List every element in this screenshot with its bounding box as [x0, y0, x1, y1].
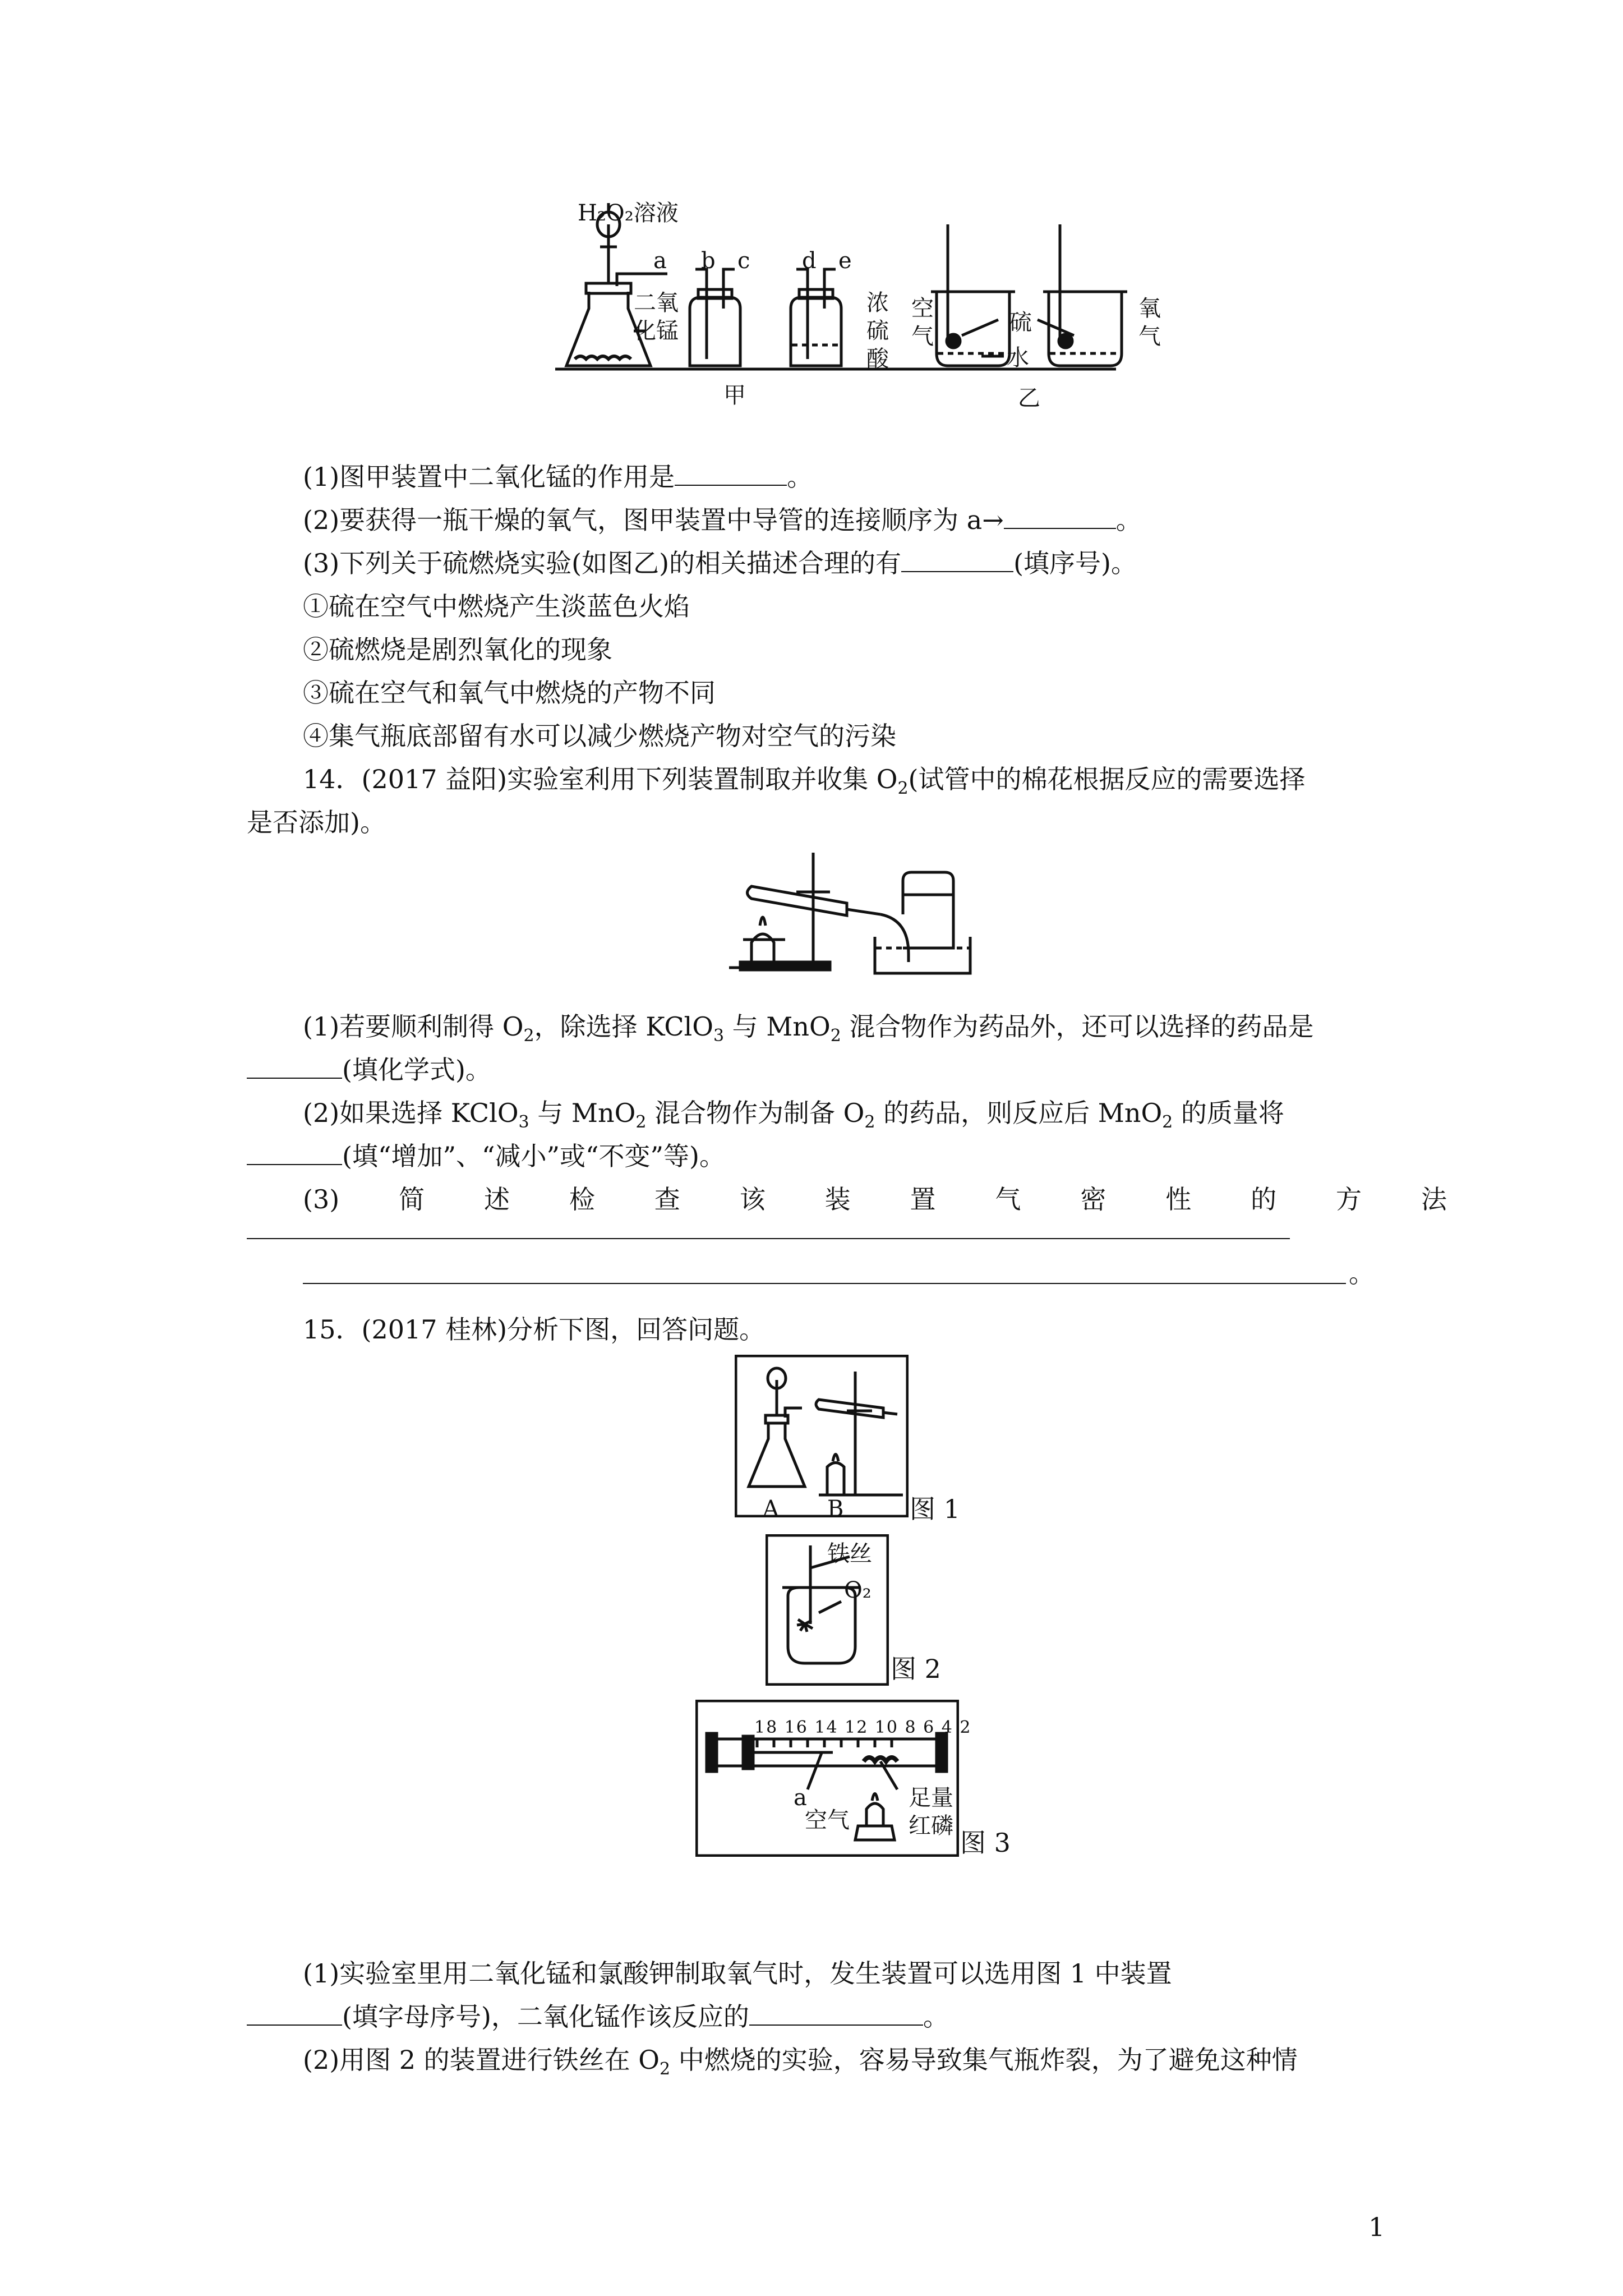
h2o2-label: H₂O₂溶液: [578, 200, 679, 226]
air-label-2: 气: [911, 324, 934, 349]
q15-part-1: (1)实验室里用二氧化锰和氯酸钾制取氧气时，发生装置可以选用图 1 中装置: [303, 1958, 1172, 1989]
fig3-a-label: a: [794, 1785, 807, 1811]
q13-option-1: ①硫在空气中燃烧产生淡蓝色火焰: [303, 591, 690, 622]
q13-part-1: (1)图甲装置中二氧化锰的作用是 。: [303, 462, 813, 492]
q14-part-3: (3) 简 述 检 查 该 装 置 气 密 性 的 方 法: [303, 1184, 1447, 1214]
answer-line[interactable]: [247, 1237, 1290, 1239]
answer-blank[interactable]: [901, 547, 1013, 572]
q14-part-1: (1)若要顺利制得 $O_2$，除选择 KClO$_3$ 与 MnO$_2$ 混合物作为药品外，还可以选择的药品是: [303, 1011, 1314, 1046]
q14-part-2: (2)如果选择 KClO$_3$ 与 MnO$_2$ 混合物作为制备 $O_2$ 的药品，则反应后 MnO$_2$ 的质量将: [303, 1098, 1284, 1132]
answer-blank[interactable]: [247, 1140, 342, 1165]
oxygen-label-1: 氧: [1138, 296, 1161, 321]
fig3-caption: 图 3: [960, 1828, 1011, 1858]
group-jia-label: 甲: [723, 383, 746, 408]
water-label: 水: [1007, 345, 1029, 371]
q15-stem: 15．(2017 桂林)分析下图，回答问题。: [303, 1314, 766, 1345]
group-yi-label: 乙: [1018, 385, 1040, 411]
page-number: 1: [1368, 2212, 1385, 2242]
acid-label-1: 浓: [866, 290, 889, 316]
sulfur-label: 硫: [1009, 310, 1032, 335]
fig3-scale: 18 16 14 12 10 8 6 4 2: [754, 1718, 972, 1737]
fig2-wire-label: 铁丝: [827, 1541, 872, 1567]
figure-14-apparatus: [729, 841, 976, 976]
fig1-caption: 图 1: [910, 1494, 960, 1524]
answer-line[interactable]: [303, 1282, 1346, 1284]
q15-part-1-cont: (填字母序号)，二氧化锰作该反应的 。: [247, 2000, 949, 2033]
fig3-air-label: 空气: [805, 1807, 850, 1833]
fig3-p-label-2: 红磷: [909, 1813, 953, 1839]
answer-blank[interactable]: [675, 461, 787, 486]
port-e-label: e: [838, 248, 852, 274]
mno2-label-1: 二氧: [634, 290, 679, 316]
port-b-label: b: [701, 248, 716, 274]
q15-part-2: (2)用图 2 的装置进行铁丝在 $O_2$ 中燃烧的实验，容易导致集气瓶炸裂，为了避免这种情: [303, 2045, 1298, 2079]
q13-part-3: (3)下列关于硫燃烧实验(如图乙)的相关描述合理的有 (填序号)。: [303, 548, 1137, 578]
q14-stem: 14．(2017 益阳)实验室利用下列装置制取并收集 $O_2$(试管中的棉花根据反应的需要选择: [303, 764, 1306, 798]
answer-blank[interactable]: [1004, 504, 1116, 529]
answer-blank[interactable]: [749, 2001, 923, 2026]
acid-label-3: 酸: [866, 346, 889, 372]
q13-option-3: ③硫在空气和氧气中燃烧的产物不同: [303, 678, 716, 708]
answer-blank[interactable]: [247, 2001, 342, 2026]
fig1-label-a: A: [763, 1496, 779, 1522]
port-d-label: d: [802, 248, 817, 274]
fig3-p-label-1: 足量: [909, 1785, 953, 1811]
fig2-o2-label: O₂: [844, 1577, 872, 1603]
oxygen-label-2: 气: [1138, 324, 1161, 349]
mno2-label-2: 化锰: [634, 318, 679, 344]
acid-label-2: 硫: [866, 318, 889, 344]
fig1-label-b: B: [827, 1496, 844, 1522]
port-a-label: a: [653, 248, 667, 274]
port-c-label: c: [737, 248, 750, 274]
figure-15-1: [735, 1355, 909, 1517]
q13-part-2: (2)要获得一瓶干燥的氧气，图甲装置中导管的连接顺序为 a→ 。: [303, 505, 1142, 535]
q14-part-3-end: 。: [1349, 1258, 1375, 1289]
q13-option-2: ②硫燃烧是剧烈氧化的现象: [303, 634, 612, 665]
fig2-caption: 图 2: [891, 1654, 941, 1684]
q14-stem-cont: 是否添加)。: [247, 807, 386, 838]
q13-option-4: ④集气瓶底部留有水可以减少燃烧产物对空气的污染: [303, 721, 896, 751]
q14-part-2-cont: (填“增加”、“减小”或“不变”等)。: [247, 1139, 725, 1173]
q14-part-1-cont: (填化学式)。: [247, 1053, 491, 1087]
air-label-1: 空: [911, 296, 934, 321]
answer-blank[interactable]: [247, 1054, 342, 1079]
